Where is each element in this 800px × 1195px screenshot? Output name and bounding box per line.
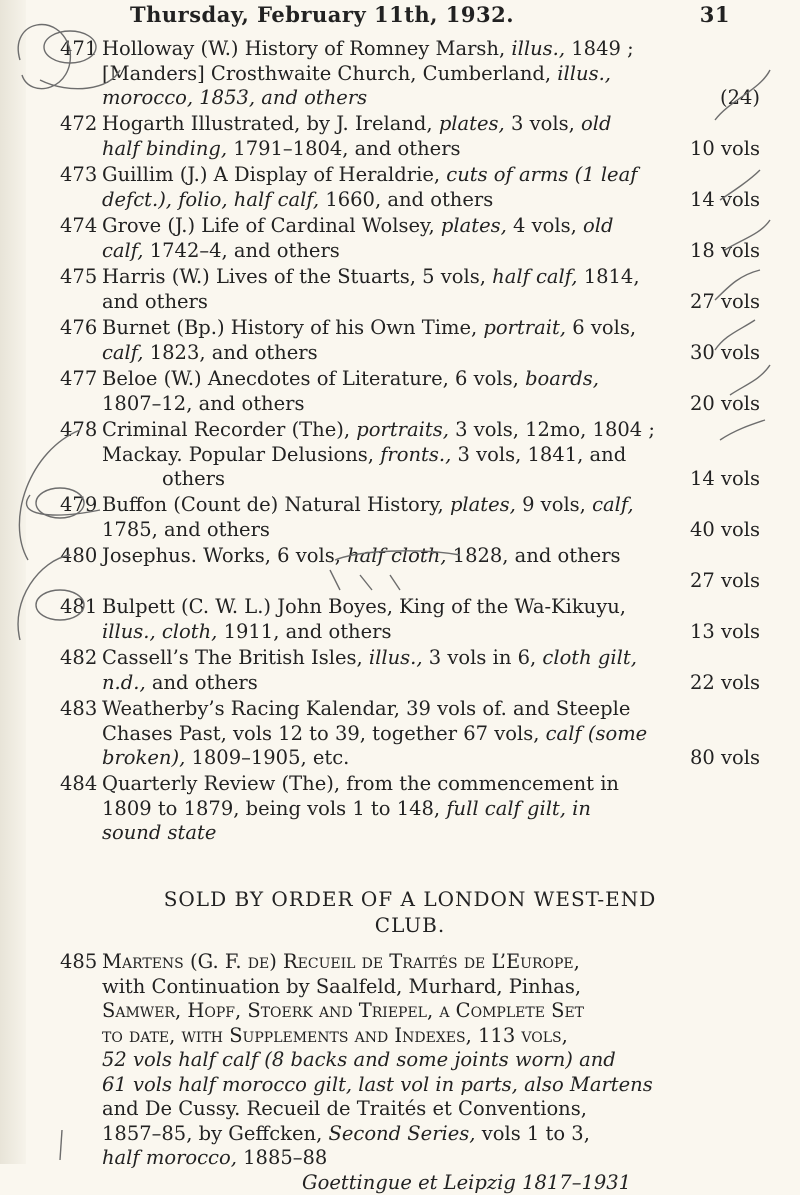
header-date: Thursday, February 11th, 1932.	[130, 2, 515, 27]
lot-text-italic: Goettingue et Leipzig 1817–1931	[302, 1170, 632, 1194]
lot-text-italic: sound state	[102, 821, 217, 844]
lot-text-italic: portraits,	[356, 418, 449, 441]
lot-number: 474	[60, 214, 98, 237]
lot-text-italic: calf,	[102, 238, 144, 262]
lot-number: 475	[60, 265, 98, 288]
lot-vols: 13 vols	[689, 619, 760, 643]
lot-text-italic: calf,	[102, 340, 144, 364]
lot-text: 1809–1905, etc.	[191, 746, 350, 769]
lot-number: 482	[60, 646, 98, 669]
lot-number: 484	[60, 772, 98, 795]
lot-text-italic: defct.), folio, half calf,	[102, 187, 320, 211]
lot-text-italic: half cloth,	[347, 544, 447, 567]
lot-text: 1660, and others	[325, 187, 494, 211]
lot-vols: 22 vols	[689, 670, 760, 694]
lot-text-italic: illus.,	[511, 37, 566, 60]
lot-text: Chases Past, vols 12 to 39, together 67 vols,	[102, 721, 540, 745]
lot-text: 1823, and others	[149, 340, 318, 364]
lot-text: Hogarth Illustrated, by J. Ireland,	[102, 112, 433, 135]
lot-number: 478	[60, 418, 98, 441]
lot-text-italic: cloth gilt,	[542, 646, 637, 669]
lot-text-italic: illus.,	[368, 646, 423, 669]
lot-text: Bulpett (C. W. L.) John Boyes, King of the Wa-Kikuyu,	[102, 595, 626, 618]
lot-number: 472	[60, 112, 98, 135]
lot-text-italic: full calf gilt, in	[446, 796, 591, 820]
lot-text: Quarterly Review (The), from the commencement in	[102, 772, 619, 795]
lot-vols: (24)	[719, 86, 760, 109]
lot-text: 1785, and others	[102, 517, 270, 541]
lot-text-italic: half morocco,	[102, 1146, 237, 1169]
lot-text: 1857–85, by Geffcken,	[102, 1121, 323, 1145]
lot-text: Guillim (J.) A Display of Heraldrie,	[102, 163, 441, 186]
lot-text: and others	[151, 670, 258, 694]
lot-text: vols 1 to 3,	[481, 1121, 590, 1145]
lot-vols: 27 vols	[689, 568, 760, 592]
lot-text: Cassell’s The British Isles,	[102, 646, 363, 669]
lot-text: 1742–4, and others	[149, 238, 340, 262]
lot-text: 1791–1804, and others	[233, 136, 461, 160]
lot-text: 1849 ;	[571, 37, 634, 60]
lot-text: Martens (G. F. de) Recueil de Traités de L’Europe,	[102, 950, 580, 973]
lot-text: Weatherby’s Racing Kalendar, 39 vols of. and Steeple	[102, 697, 631, 720]
lot-text: and others	[102, 289, 208, 313]
page-header	[130, 2, 730, 27]
lot-number: 476	[60, 316, 98, 339]
lot-text: 1828, and others	[452, 544, 621, 567]
lot-text-italic: Second Series,	[328, 1121, 476, 1145]
lot-text: and De Cussy. Recueil de Traités et Conventions,	[102, 1097, 587, 1120]
lot-480	[60, 544, 760, 593]
lot-text-italic: plates,	[440, 214, 507, 237]
lot-text-italic: plates,	[449, 493, 516, 516]
lot-text: Grove (J.) Life of Cardinal Wolsey,	[102, 214, 435, 237]
lot-text: 1807–12, and others	[102, 391, 305, 415]
lot-478	[60, 418, 760, 492]
lot-text: 4 vols,	[513, 214, 577, 237]
lot-text: 1885–88	[243, 1146, 328, 1169]
lot-text-italic: fronts.,	[380, 442, 452, 466]
lot-text-italic: plates,	[438, 112, 505, 135]
lot-number: 473	[60, 163, 98, 186]
section-heading-line: CLUB.	[374, 913, 446, 937]
lot-vols: 10 vols	[689, 136, 760, 160]
lot-vols: 40 vols	[689, 517, 760, 541]
lot-text: Samwer, Hopf, Stoerk and Triepel, a Complete Set	[102, 999, 585, 1022]
lot-text: 3 vols,	[510, 112, 575, 135]
lot-text-italic: boards,	[525, 367, 599, 390]
lot-text: Mackay. Popular Delusions,	[102, 442, 374, 466]
lot-text-italic: n.d.,	[102, 670, 146, 694]
lot-number: 483	[60, 697, 98, 720]
lot-text: Criminal Recorder (The),	[102, 418, 351, 441]
lot-text: Beloe (W.) Anecdotes of Literature, 6 vols,	[102, 367, 519, 390]
lot-text-italic: illus., cloth,	[102, 619, 218, 643]
lot-vols: 14 vols	[689, 187, 760, 211]
lot-vols: 80 vols	[689, 746, 760, 769]
lot-text: Harris (W.) Lives of the Stuarts, 5 vols,	[102, 265, 486, 288]
lot-477	[60, 367, 760, 416]
lot-481	[60, 595, 760, 644]
lot-number: 479	[60, 493, 98, 516]
lot-number: 480	[60, 544, 98, 567]
lot-text: 1809 to 1879, being vols 1 to 148,	[102, 796, 441, 820]
lot-text: to date, with Supplements and Indexes, 113 vols,	[102, 1023, 568, 1047]
lot-vols: 30 vols	[689, 340, 760, 364]
lot-text: 9 vols,	[522, 493, 586, 516]
lot-number: 471	[60, 37, 98, 60]
lot-vols: 18 vols	[689, 238, 760, 262]
lot-485	[60, 950, 760, 1195]
lot-471	[60, 37, 760, 111]
lot-text: Holloway (W.) History of Romney Marsh,	[102, 37, 506, 60]
lot-484	[60, 772, 760, 846]
lot-text: Burnet (Bp.) History of his Own Time,	[102, 316, 478, 339]
lot-number: 485	[60, 950, 98, 973]
lot-vols: 20 vols	[689, 391, 760, 415]
lot-text-italic: 61 vols half morocco gilt, last vol in parts, also Martens	[102, 1072, 653, 1096]
lot-482	[60, 646, 760, 695]
lot-text-italic: morocco, 1853, and others	[102, 86, 368, 109]
lot-473	[60, 163, 760, 212]
lot-text: 3 vols, 1841, and	[457, 442, 627, 466]
lot-text: with Continuation by Saalfeld, Murhard, Pinhas,	[102, 974, 582, 998]
lot-vols: 14 vols	[689, 467, 760, 490]
lot-476	[60, 316, 760, 365]
lot-text: 3 vols in 6,	[428, 646, 537, 669]
section-heading	[60, 886, 760, 938]
lot-474	[60, 214, 760, 263]
lot-text: 1814,	[583, 265, 640, 288]
lot-text: 6 vols,	[572, 316, 637, 339]
page-edge	[0, 0, 26, 1164]
lot-text: 3 vols, 12mo, 1804 ;	[455, 418, 655, 441]
section-heading-line: SOLD BY ORDER OF A LONDON WEST-END	[163, 887, 657, 911]
lot-479	[60, 493, 760, 542]
lot-text-italic: 52 vols half calf (8 backs and some joints worn) and	[102, 1048, 616, 1071]
lot-text-italic: half calf,	[492, 265, 578, 288]
lot-number: 477	[60, 367, 98, 390]
lot-text-italic: old	[583, 214, 614, 237]
lot-text-italic: cuts of arms (1 leaf	[446, 163, 638, 186]
lot-text-italic: calf,	[592, 493, 634, 516]
lot-483	[60, 697, 760, 771]
lot-text-italic: portrait,	[483, 316, 567, 339]
lot-text-italic: broken),	[102, 746, 186, 769]
lot-vols: 27 vols	[689, 289, 760, 313]
lot-text-italic: calf (some	[545, 721, 648, 745]
lot-text: Josephus. Works, 6 vols,	[102, 544, 341, 567]
lot-text: others	[162, 467, 226, 490]
lot-text: [Manders] Crosthwaite Church, Cumberland,	[102, 61, 552, 85]
lot-text-italic: illus.,	[557, 61, 611, 85]
lot-text-italic: old	[580, 112, 612, 135]
lot-number: 481	[60, 595, 98, 618]
page-number: 31	[699, 2, 730, 27]
lot-475	[60, 265, 760, 314]
lot-472	[60, 112, 760, 161]
lot-text-italic: half binding,	[102, 136, 228, 160]
lot-text: 1911, and others	[223, 619, 392, 643]
lot-text: Buffon (Count de) Natural History,	[102, 493, 444, 516]
